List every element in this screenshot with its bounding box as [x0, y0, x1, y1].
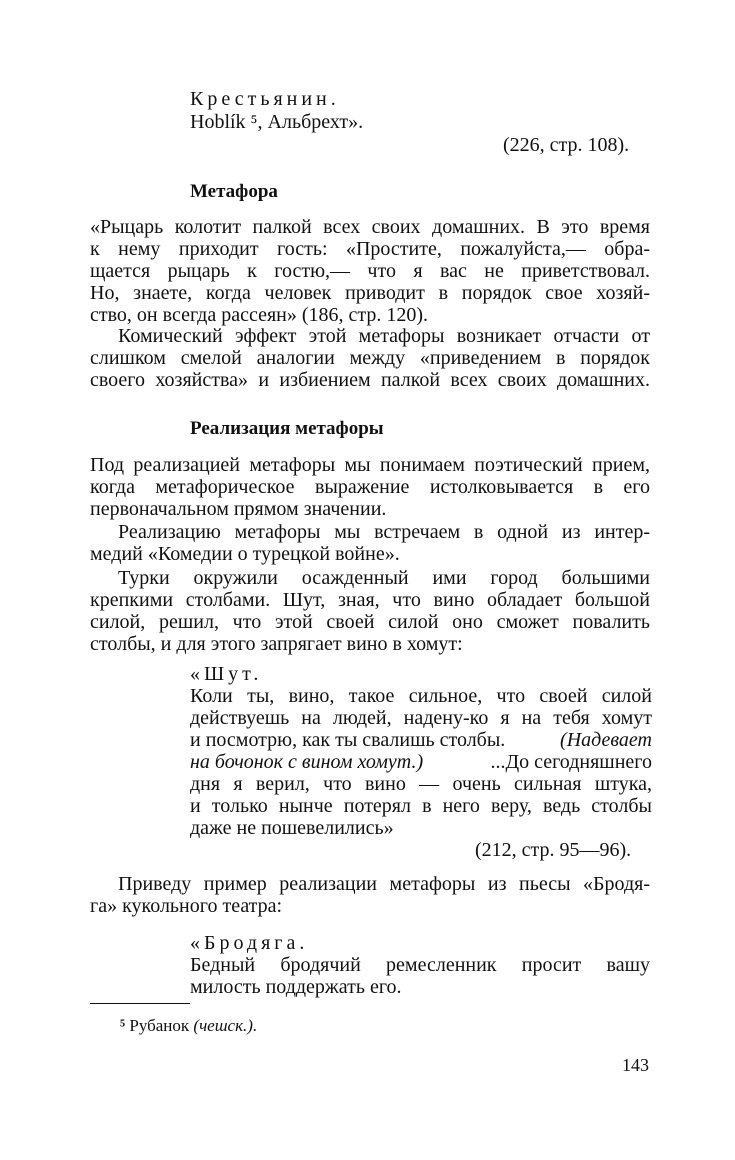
quote-line-mixed	[190, 729, 652, 751]
quote-line: Бедный бродячий ремесленник просит вашу	[190, 954, 650, 976]
quote-line: щается рыцарь к гостю,— что я вас не приветствовал.	[90, 260, 650, 282]
quote-line: Коли ты, вино, такое сильное, что своей силой	[190, 685, 652, 707]
quote-line: действуешь на людей, надену-ко я на тебя хомут	[190, 707, 652, 729]
citation-212: (212, стр. 95—96).	[475, 839, 632, 861]
page-number: 143	[622, 1055, 649, 1075]
speaker-jester: «Шут.	[190, 663, 263, 685]
footnote-lang: (чешск.).	[193, 1016, 258, 1035]
quote-line: дня я верил, что вино — очень сильная штука,	[190, 773, 652, 795]
para-line: га» кукольного театра:	[90, 895, 283, 917]
speaker-vagabond: «Бродяга.	[190, 932, 309, 954]
para-line: когда метафорическое выражение истолковывается в его	[90, 476, 650, 498]
footnote-text: Рубанок	[129, 1016, 190, 1035]
stage-direction: на бочонок с вином хомут.)	[190, 751, 424, 773]
quote-text: и посмотрю, как ты свалишь столбы.	[190, 729, 506, 751]
para-line: Комический эффект этой метафоры возникает отчасти от	[118, 325, 650, 347]
heading-metaphor: Метафора	[190, 181, 278, 202]
para-line: Приведу пример реализации метафоры из пьесы «Бродя-	[118, 873, 650, 895]
top-line-2: Hoblík ⁵, Альбрехт».	[190, 111, 364, 133]
para-line: своего хозяйства» и избиением палкой всех своих домашних.	[90, 369, 650, 391]
footnote	[120, 1016, 257, 1036]
para-line: силой, решил, что этой своей силой оно сможет повалить	[90, 611, 650, 633]
para-line: слишком смелой аналогии между «приведением в порядок	[90, 347, 650, 369]
footnote-mark: ⁵	[120, 1016, 126, 1035]
quote-line: «Рыцарь колотит палкой всех своих домашних. В это время	[90, 216, 650, 238]
heading-metaphor-realization: Реализация метафоры	[190, 418, 384, 439]
quote-line-mixed	[190, 751, 652, 773]
para-line: медий «Комедии о турецкой войне».	[90, 543, 400, 565]
para-line: первоначальном прямом значении.	[90, 498, 387, 520]
quote-line: Но, знаете, когда человек приводит в порядок свое хозяй-	[90, 282, 650, 304]
para-line: Турки окружили осажденный ими город большими	[118, 567, 650, 589]
para-line: столбы, и для этого запрягает вино в хомут:	[90, 633, 463, 655]
speaker-peasant: Крестьянин.	[190, 88, 340, 110]
footnote-rule	[90, 1003, 190, 1004]
quote-line: милость поддержать его.	[190, 976, 402, 998]
stage-direction: (Надевает	[560, 729, 652, 751]
quote-line: к нему приходит гость: «Простите, пожалуйста,— обра-	[90, 238, 650, 260]
para-line: крепкими столбами. Шут, зная, что вино обладает большой	[90, 589, 650, 611]
para-line: Под реализацией метафоры мы понимаем поэтический прием,	[90, 454, 650, 476]
para-line: Реализацию метафоры мы встречаем в одной из интер-	[118, 521, 650, 543]
quote-line: ство, он всегда рассеян» (186, стр. 120).	[90, 304, 429, 326]
citation-226: (226, стр. 108).	[503, 134, 630, 156]
quote-line: даже не пошевелились»	[190, 817, 394, 839]
quote-text: ...До сегодняшнего	[490, 751, 652, 773]
quote-line: и только нынче потерял в него веру, ведь столбы	[190, 795, 652, 817]
